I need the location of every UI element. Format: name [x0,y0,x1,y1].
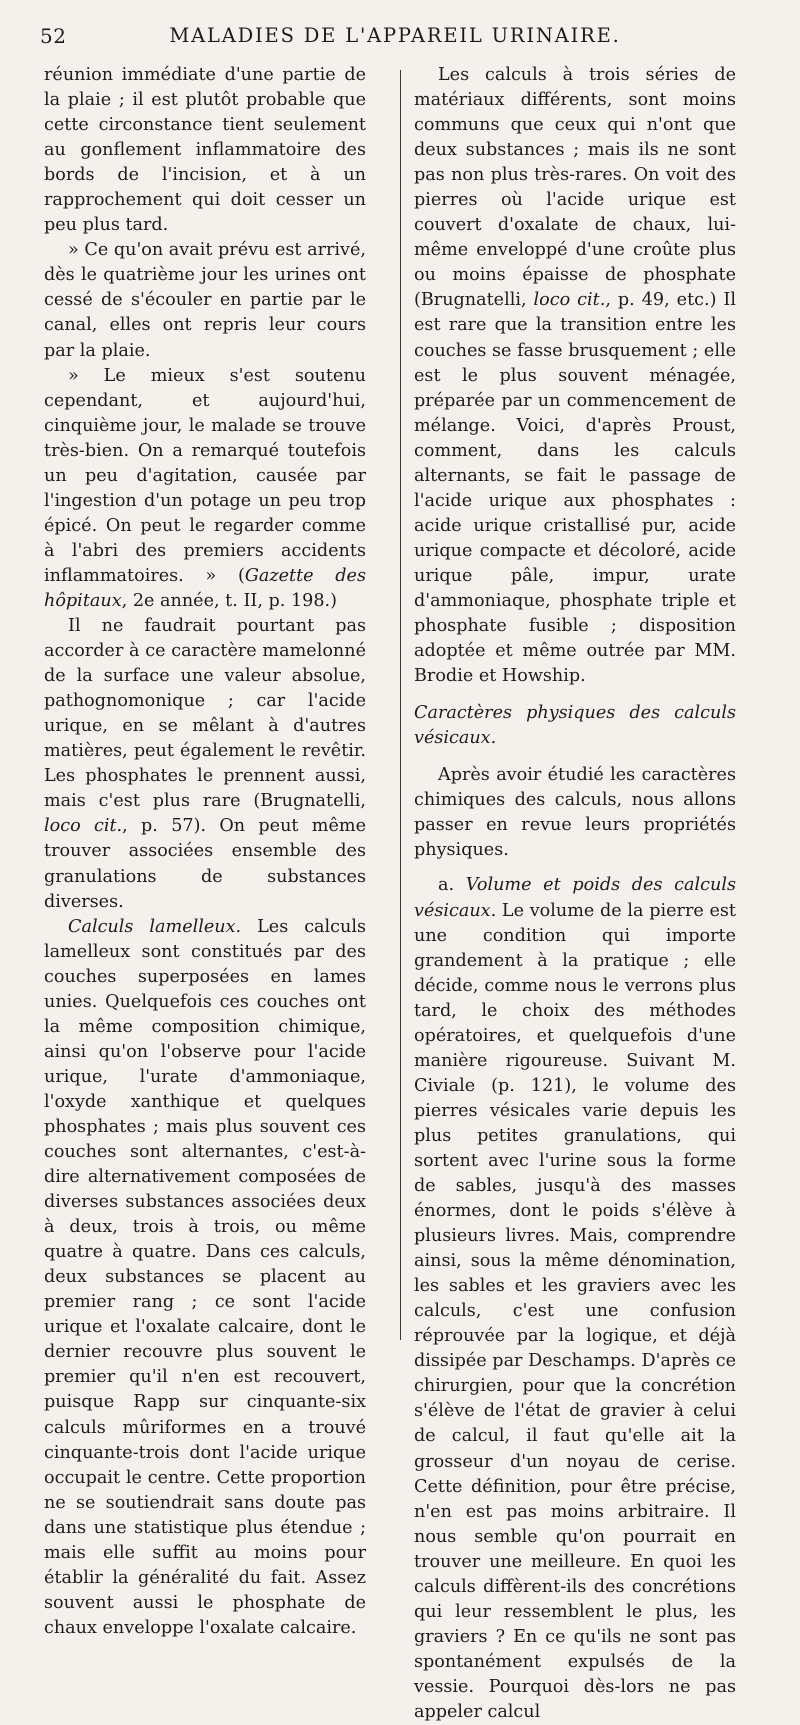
paragraph-text: Il ne faudrait pourtant pas accorder à ce caractère mamelonné de la surface une valeur absolue, pathognomonique ; car l'acide urique, en se mêlant à d'autres matières, peut également le revêtir. Les phosphates le prennent aussi, mais c'est plus rare (Brugnatelli, [44,616,366,812]
paragraph [44,63,366,238]
paragraph [414,63,736,689]
paragraph-text: » Le mieux s'est soutenu cependant, et aujourd'hui, cinquième jour, le malade se trouve très-bien. On a remarqué toutefois un peu d'agitation, causée par l'ingestion d'un potage un peu trop épicé. On peut le regarder comme à l'abri des premiers accidents inflammatoires. » ( [44,365,366,586]
paragraph-text: Les calculs à trois séries de matériaux différents, sont moins communs que ceux qui n'ont que deux substances ; mais ils ne sont pas non plus très-rares. On voit des pierres où l'acide urique est couvert d'oxalate de chaux, lui-même enveloppé d'une croûte plus ou moins épaisse de phosphate (Brugnatelli, [414,65,736,311]
paragraph-text: Les calculs lamelleux sont constitués par des couches superposées en lames unies. Quelquefois ces couches ont la même composition chimique, ainsi qu'on l'observe pour l'acide urique, l'urate d'ammoniaque, l'oxyde xanthique et quelques phosphates ; mais plus souvent ces couches sont alternantes, c'est-à-dire alternativement composées de diverses substances associées deux à deux, trois à trois, ou même quatre à quatre. Dans ces calculs, deux substances se placent au premier rang ; ce sont l'acide urique et l'oxalate calcaire, dont le dernier recouvre plus souvent le premier qu'il n'en est recouvert, puisque Rapp sur cinquante-six calculs mûriformes en a trouvé cinquante-trois dont l'acide urique occupait le centre. Cette proportion ne se soutiendrait sans doute pas dans une statistique plus étendue ; mais elle suffit au moins pour établir la généralité du fait. Assez souvent aussi le phosphate de chaux enveloppe l'oxalate calcaire. [44,916,367,1638]
paragraph [44,364,366,614]
left-column [44,63,366,1641]
paragraph-text: , p. 57). On peut même trouver associées ensemble des granulations de substances diverses. [44,816,366,912]
column-divider [400,70,401,1340]
page-header [40,20,750,60]
paragraph-text: , 2e année, t. II, p. 198.) [121,590,338,611]
paragraph-text: réunion immédiate d'une partie de la plaie ; il est plutôt probable que cette circonstance tient seulement au gonflement inflammatoire des bords de l'incision, et à un rapprochement qui doit cesser un peu plus tard. [44,65,366,236]
paragraph-text: Après avoir étudié les caractères chimiques des calculs, nous allons passer en revue leurs propriétés physiques. [414,765,736,861]
paragraph [44,915,366,1641]
paragraph [414,763,736,863]
section-heading: Volume et poids des calculs vésicaux. [414,875,736,921]
section-heading: Calculs lamelleux. [68,916,242,937]
right-column [414,63,736,1725]
citation: Gazette des hôpitaux [44,565,366,611]
citation: loco cit. [44,816,123,837]
item-label: a. [438,875,466,896]
paragraph [414,873,736,1725]
citation: loco cit. [533,290,606,311]
paragraph-text: Le volume de la pierre est une condition qui importe grandement à la pratique ; elle décide, comme nous le verrons plus tard, le choix des méthodes opératoires, et quelquefois d'une manière rigoureuse. Suivant M. Civiale (p. 121), le volume des pierres vésicales varie depuis les plus petites granulations, qui sortent avec l'urine sous la forme de sables, jusqu'à des masses énormes, dont le poids s'élève à plusieurs livres. Mais, comprendre ainsi, sous la même dénomination, les sables et les graviers avec les calculs, c'est une confusion réprouvée par la logique, et déjà dissipée par Deschamps. D'après ce chirurgien, pour que la concrétion s'élève de l'état de gravier à celui de calcul, il faut qu'elle ait la grosseur d'un noyau de cerise. Cette définition, pour être précise, n'en est pas moins arbitraire. Il nous semble qu'on pourrait en trouver une meilleure. En quoi les calculs diffèrent-ils des concrétions qui leur ressemblent le plus, les graviers ? En ce qu'ils ne sont pas spontanément expulsés de la vessie. Pourquoi dès-lors ne pas appeler calcul [414,900,736,1722]
paragraph [44,238,366,363]
paragraph [44,614,366,915]
paragraph-text: » Ce qu'on avait prévu est arrivé, dès le quatrième jour les urines ont cessé de s'écouler en partie par le canal, elles ont repris leur cours par la plaie. [44,240,366,361]
paragraph-text: , p. 49, etc.) Il est rare que la transition entre les couches se fasse brusquement ; elle est le plus souvent ménagée, préparée par un commencement de mélange. Voici, d'après Proust, comment, dans les calculs alternants, se fait le passage de l'acide urique aux phosphates : acide urique cristallisé pur, acide urique compacte et décoloré, acide urique pâle, impur, urate d'ammoniaque, phosphate triple et phosphate fusible ; disposition adoptée et même outrée par MM. Brodie et Howship. [414,290,736,687]
page-number: 52 [40,24,67,48]
running-title: MALADIES DE L'APPAREIL URINAIRE. [169,24,621,47]
subheading: Caractères physiques des calculs vésicaux. [414,703,736,749]
